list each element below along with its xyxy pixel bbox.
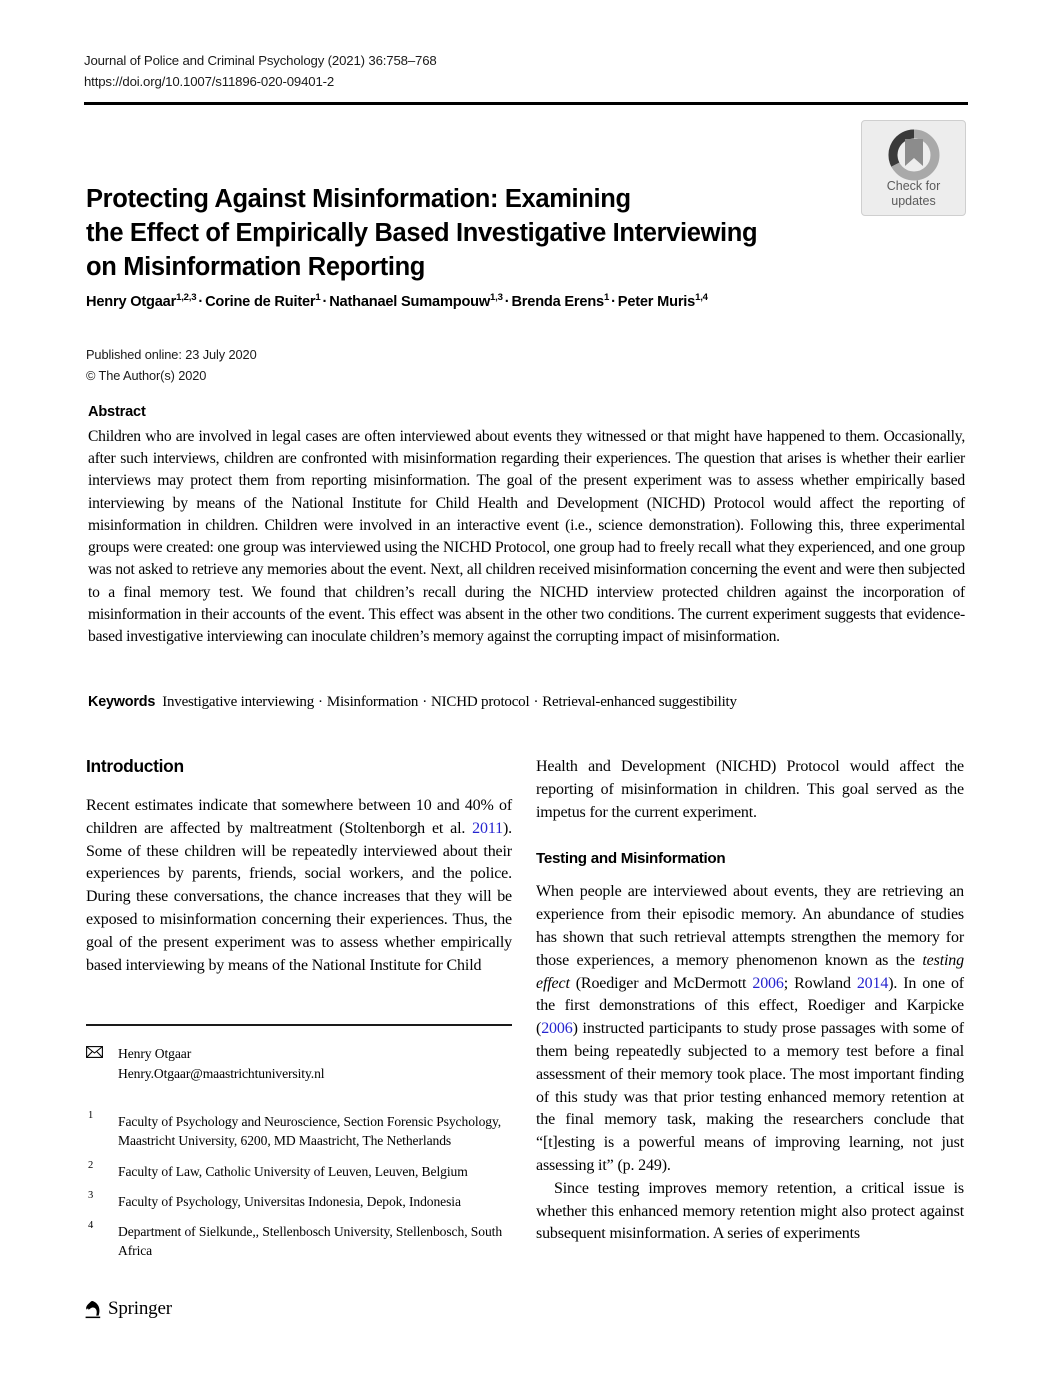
affiliation-number: 4 <box>88 1220 94 1232</box>
author-affiliation-marker: 1 <box>603 292 610 304</box>
doi-line[interactable]: https://doi.org/10.1007/s11896-020-09401-2 <box>84 74 335 90</box>
affiliation-row <box>86 1112 526 1151</box>
citation-link-roediger-karpicke-2006[interactable]: 2006 <box>541 1020 573 1038</box>
keyword-item[interactable]: Investigative interviewing <box>162 694 315 710</box>
affiliation-number: 2 <box>88 1159 94 1171</box>
author-separator: · <box>322 294 328 310</box>
keyword-separator: · <box>318 694 323 710</box>
author-item[interactable] <box>329 294 503 310</box>
header-divider-rule <box>84 102 968 105</box>
testing-paragraph-2: Since testing improves memory retention, a critical issue is whether this enhanced memory retention might also protect against subsequent misinformation. A series of experiments <box>536 1179 964 1243</box>
citation-link-roediger-mcdermott-2006[interactable]: 2006 <box>752 974 784 992</box>
author-item[interactable] <box>205 294 320 310</box>
section-heading-testing-and-misinformation: Testing and Misinformation <box>536 850 726 868</box>
journal-citation-line: Journal of Police and Criminal Psychology (2021) 36:758–768 <box>84 53 437 68</box>
testing-text-c: ; Rowland <box>783 974 857 992</box>
intro-text-before-citation: Recent estimates indicate that somewhere between 10 and 40% of children are affected by maltreatment (Stoltenborgh et al. <box>86 797 512 837</box>
abstract-heading: Abstract <box>88 404 146 420</box>
left-column <box>86 756 512 977</box>
author-name: Nathanael Sumampouw <box>329 294 491 310</box>
keyword-item[interactable]: Retrieval-enhanced suggestibility <box>542 694 737 710</box>
author-affiliation-marker: 1,4 <box>695 292 708 304</box>
keyword-separator: · <box>422 694 427 710</box>
crossmark-check-for-updates-badge[interactable] <box>861 120 966 216</box>
affiliation-text: Faculty of Law, Catholic University of Leuven, Leuven, Belgium <box>118 1163 468 1179</box>
testing-paragraph-1 <box>536 881 964 1177</box>
author-affiliation-marker: 1 <box>315 292 321 304</box>
testing-text-e: ) instructed participants to study prose passages with some of them being repeatedly subjected to a memory test before a final assessment of their memory took place. The most important finding of this study was that prior testing enhanced memory retention at the final memory task, making the researchers conclude that “[t]esting is a powerful means of improving learning, not just assessing it” (p. 249). <box>536 1020 964 1174</box>
footnote-divider-rule <box>86 1024 512 1026</box>
citation-link-stoltenborgh-2011[interactable]: 2011 <box>472 819 503 837</box>
keyword-item[interactable]: Misinformation <box>326 694 419 710</box>
affiliations-list <box>86 1112 526 1272</box>
affiliation-text: Faculty of Psychology and Neuroscience, Section Forensic Psychology, Maastricht University, 6200, MD Maastricht, The Netherlands <box>118 1114 502 1149</box>
affiliation-text: Faculty of Psychology, Universitas Indonesia, Depok, Indonesia <box>118 1193 461 1209</box>
author-item[interactable] <box>618 294 708 310</box>
crossmark-label-line1: Check for <box>886 179 941 193</box>
intro-paragraph-continued: Health and Development (NICHD) Protocol would affect the reporting of misinformation in children. This goal served as the impetus for the current experiment. <box>536 758 964 821</box>
publication-info <box>86 345 586 386</box>
page-title <box>86 183 776 285</box>
intro-paragraph <box>86 795 512 977</box>
corresponding-author-name: Henry Otgaar <box>118 1046 192 1061</box>
keyword-separator: · <box>533 694 539 710</box>
author-name: Henry Otgaar <box>86 294 177 310</box>
right-column <box>536 756 964 1246</box>
springer-wordmark: Springer <box>108 1298 172 1319</box>
title-line-3: on Misinformation Reporting <box>86 252 426 281</box>
springer-logo <box>84 1298 172 1320</box>
section-heading-introduction: Introduction <box>86 756 184 776</box>
affiliation-row <box>86 1189 526 1211</box>
affiliation-text: Department of Sielkunde,, Stellenbosch University, Stellenbosch, South Africa <box>118 1224 503 1259</box>
keyword-item[interactable]: NICHD protocol <box>431 694 530 710</box>
author-list <box>86 292 966 312</box>
springer-knight-icon <box>84 1299 102 1320</box>
author-separator: · <box>198 294 204 310</box>
author-name: Peter Muris <box>617 294 696 310</box>
envelope-icon <box>86 1046 103 1058</box>
author-item[interactable] <box>511 294 609 310</box>
testing-text-b: (Roediger and McDermott <box>569 974 753 992</box>
journal-header <box>84 50 964 93</box>
abstract-text: Children who are involved in legal cases are often interviewed about events they witnessed or that might have happened to them. Occasionally, after such interviews, children are confronted with misinformation regarding their experiences. The question that arises is whether their earlier interviews may protect them from reporting misinformation. The goal of the present experiment was to assess whether empirically based interviewing by means of the National Institute for Child Health and Development (NICHD) Protocol would affect the reporting of misinformation in children. Children were involved in an interactive event (i.e., science demonstration). Following this, three experimental groups were created: one group was interviewed using the NICHD Protocol, one group had to freely recall what they experienced, and one group was not asked to retrieve any memories about the event. Next, all children received misinformation concerning the event and were then subjected to a final memory test. We found that children’s recall during the NICHD interview protected children against the incorporation of misinformation in their accounts of the event. This effect was absent in the other two conditions. The current experiment suggests that evidence-based investigative interviewing can inoculate children’s memory against the corrupting impact of misinformation. <box>88 428 965 645</box>
published-online-date: Published online: 23 July 2020 <box>86 347 257 362</box>
crossmark-icon <box>887 128 941 182</box>
author-affiliation-marker: 1,2,3 <box>176 292 197 304</box>
corresponding-author-email[interactable]: Henry.Otgaar@maastrichtuniversity.nl <box>118 1066 325 1082</box>
author-affiliation-marker: 1,3 <box>490 292 503 304</box>
affiliation-number: 1 <box>88 1110 94 1121</box>
citation-link-rowland-2014[interactable]: 2014 <box>856 974 889 992</box>
correspondence-block <box>86 1044 516 1085</box>
keywords-line <box>88 692 965 713</box>
emphasis-testing-effect: testing effect <box>536 951 964 992</box>
testing-text-a: When people are interviewed about events, they are retrieving an experience from their episodic memory. An abundance of studies has shown that such retrieval attempts strengthen the memory for those experiences, a memory phenomenon known as the <box>536 883 964 969</box>
author-separator: · <box>504 294 510 310</box>
author-item[interactable] <box>86 294 196 310</box>
title-line-2: the Effect of Empirically Based Investigative Interviewing <box>86 218 758 247</box>
testing-text-d: ). In one of the first demonstrations of this effect, Roediger and Karpicke ( <box>536 974 964 1038</box>
affiliation-row <box>86 1222 526 1261</box>
keywords-label: Keywords <box>88 694 156 710</box>
intro-text-after-citation: ). Some of these children will be repeatedly interviewed about their experiences by parents, friends, social workers, and the police. During these conversations, the chance increases that they will be exposed to misinformation concerning their experiences. Thus, the goal of the present experiment was to assess whether empirically based interviewing by means of the National Institute for Child <box>86 819 512 974</box>
author-separator: · <box>611 294 616 310</box>
crossmark-label <box>862 179 965 209</box>
crossmark-label-line2: updates <box>891 193 936 208</box>
author-name: Brenda Erens <box>511 294 604 310</box>
affiliation-row <box>86 1159 526 1181</box>
copyright-line: © The Author(s) 2020 <box>86 367 207 383</box>
author-name: Corine de Ruiter <box>205 294 316 310</box>
affiliation-number: 3 <box>88 1189 94 1201</box>
title-line-1: Protecting Against Misinformation: Examining <box>86 185 631 214</box>
